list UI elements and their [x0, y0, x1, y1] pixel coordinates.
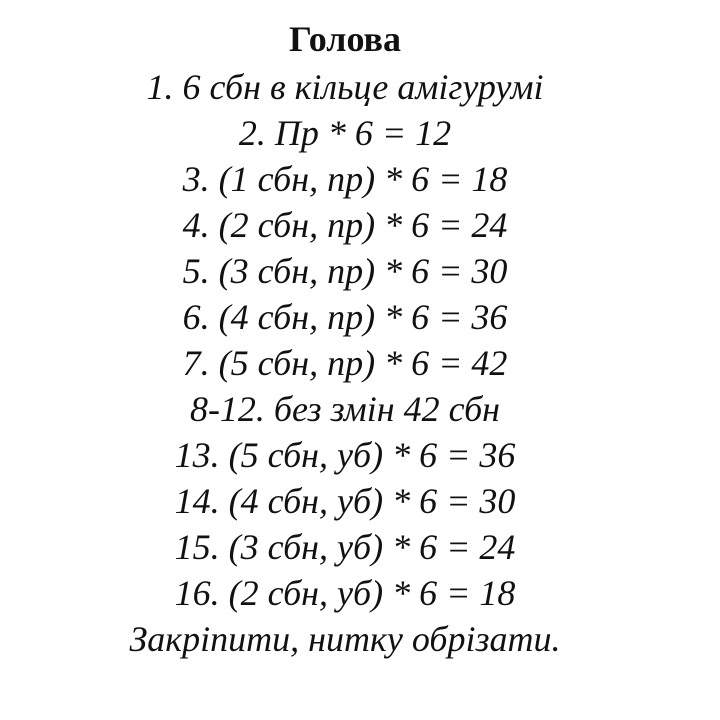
pattern-row-8-12: 8-12. без змін 42 сбн	[189, 389, 501, 429]
pattern-row-4: 4. (2 сбн, пр) * 6 = 24	[182, 205, 508, 245]
pattern-rows	[0, 64, 690, 662]
pattern-row-16: 16. (2 сбн, уб) * 6 = 18	[174, 573, 516, 613]
pattern-row-3: 3. (1 сбн, пр) * 6 = 18	[182, 159, 508, 199]
pattern-row-7: 7. (5 сбн, пр) * 6 = 42	[182, 343, 508, 383]
pattern-row-15: 15. (3 сбн, уб) * 6 = 24	[174, 527, 516, 567]
pattern-title: Голова	[288, 19, 401, 59]
pattern-row-6: 6. (4 сбн, пр) * 6 = 36	[182, 297, 508, 337]
pattern-row-5: 5. (3 сбн, пр) * 6 = 30	[182, 251, 508, 291]
pattern-finish-note: Закріпити, нитку обрізати.	[129, 619, 561, 659]
pattern-row-2: 2. Пр * 6 = 12	[238, 113, 452, 153]
pattern-row-14: 14. (4 сбн, уб) * 6 = 30	[174, 481, 516, 521]
pattern-row-13: 13. (5 сбн, уб) * 6 = 36	[174, 435, 516, 475]
pattern-row-1: 1. 6 сбн в кільце амігурумі	[146, 67, 544, 107]
